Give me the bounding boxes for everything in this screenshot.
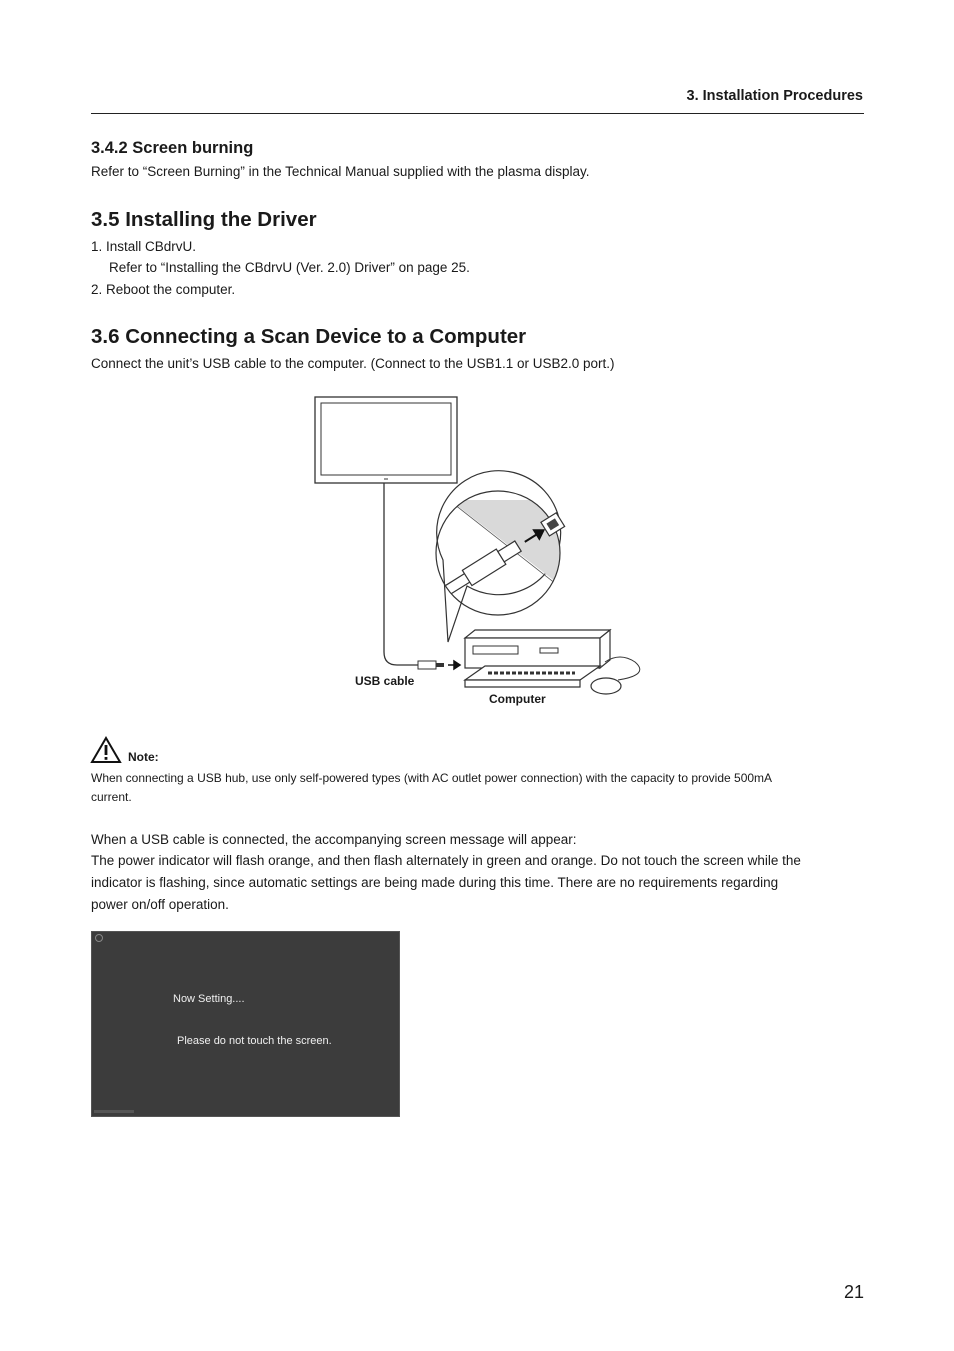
step-1: 1. Install CBdrvU. bbox=[91, 239, 197, 254]
para-line-4: power on/off operation. bbox=[91, 897, 229, 912]
status-strip bbox=[94, 1110, 134, 1113]
computer-label: Computer bbox=[489, 692, 546, 706]
section-text-3-4-2: Refer to “Screen Burning” in the Technical Manual supplied with the plasma display. bbox=[91, 164, 590, 179]
screen-message-screenshot bbox=[91, 931, 400, 1117]
usb-cable-label: USB cable bbox=[355, 674, 415, 688]
section-heading-3-5: 3.5 Installing the Driver bbox=[91, 208, 317, 231]
para-line-1: When a USB cable is connected, the accompanying screen message will appear: bbox=[91, 832, 577, 847]
step-2: 2. Reboot the computer. bbox=[91, 282, 236, 297]
magnified-usb-callout bbox=[436, 471, 570, 642]
note-text-line-1: When connecting a USB hub, use only self-powered types (with AC outlet power connection) with the capacity to provide 500mA bbox=[91, 771, 773, 785]
usb-cable-line bbox=[384, 483, 418, 665]
para-line-2: The power indicator will flash orange, and then flash alternately in green and orange. Do not touch the screen while the bbox=[91, 853, 801, 868]
para-line-3: indicator is flashing, since automatic settings are being made during this time. There are no requirements regarding bbox=[91, 875, 779, 890]
header-rule bbox=[91, 113, 864, 114]
computer-illustration bbox=[465, 630, 640, 694]
usb-connection-diagram bbox=[300, 390, 660, 710]
note-label: Note: bbox=[128, 750, 159, 764]
plasma-display-illustration bbox=[315, 397, 457, 483]
warning-icon bbox=[90, 736, 122, 764]
section-heading-3-4-2: 3.4.2 Screen burning bbox=[91, 139, 254, 157]
step-1-detail: Refer to “Installing the CBdrvU (Ver. 2.0) Driver” on page 25. bbox=[109, 260, 470, 275]
section-heading-3-6: 3.6 Connecting a Scan Device to a Computer bbox=[91, 325, 527, 348]
note-text-line-2: current. bbox=[91, 790, 132, 804]
screen-message-line-2: Please do not touch the screen. bbox=[177, 1035, 332, 1047]
section-text-3-6: Connect the unit’s USB cable to the computer. (Connect to the USB1.1 or USB2.0 port.) bbox=[91, 356, 615, 371]
screen-message-line-1: Now Setting.... bbox=[173, 993, 245, 1005]
corner-indicator-icon bbox=[95, 934, 103, 942]
running-header: 3. Installation Procedures bbox=[686, 88, 863, 104]
page-number: 21 bbox=[843, 1282, 864, 1302]
usb-plug-small bbox=[418, 661, 460, 669]
